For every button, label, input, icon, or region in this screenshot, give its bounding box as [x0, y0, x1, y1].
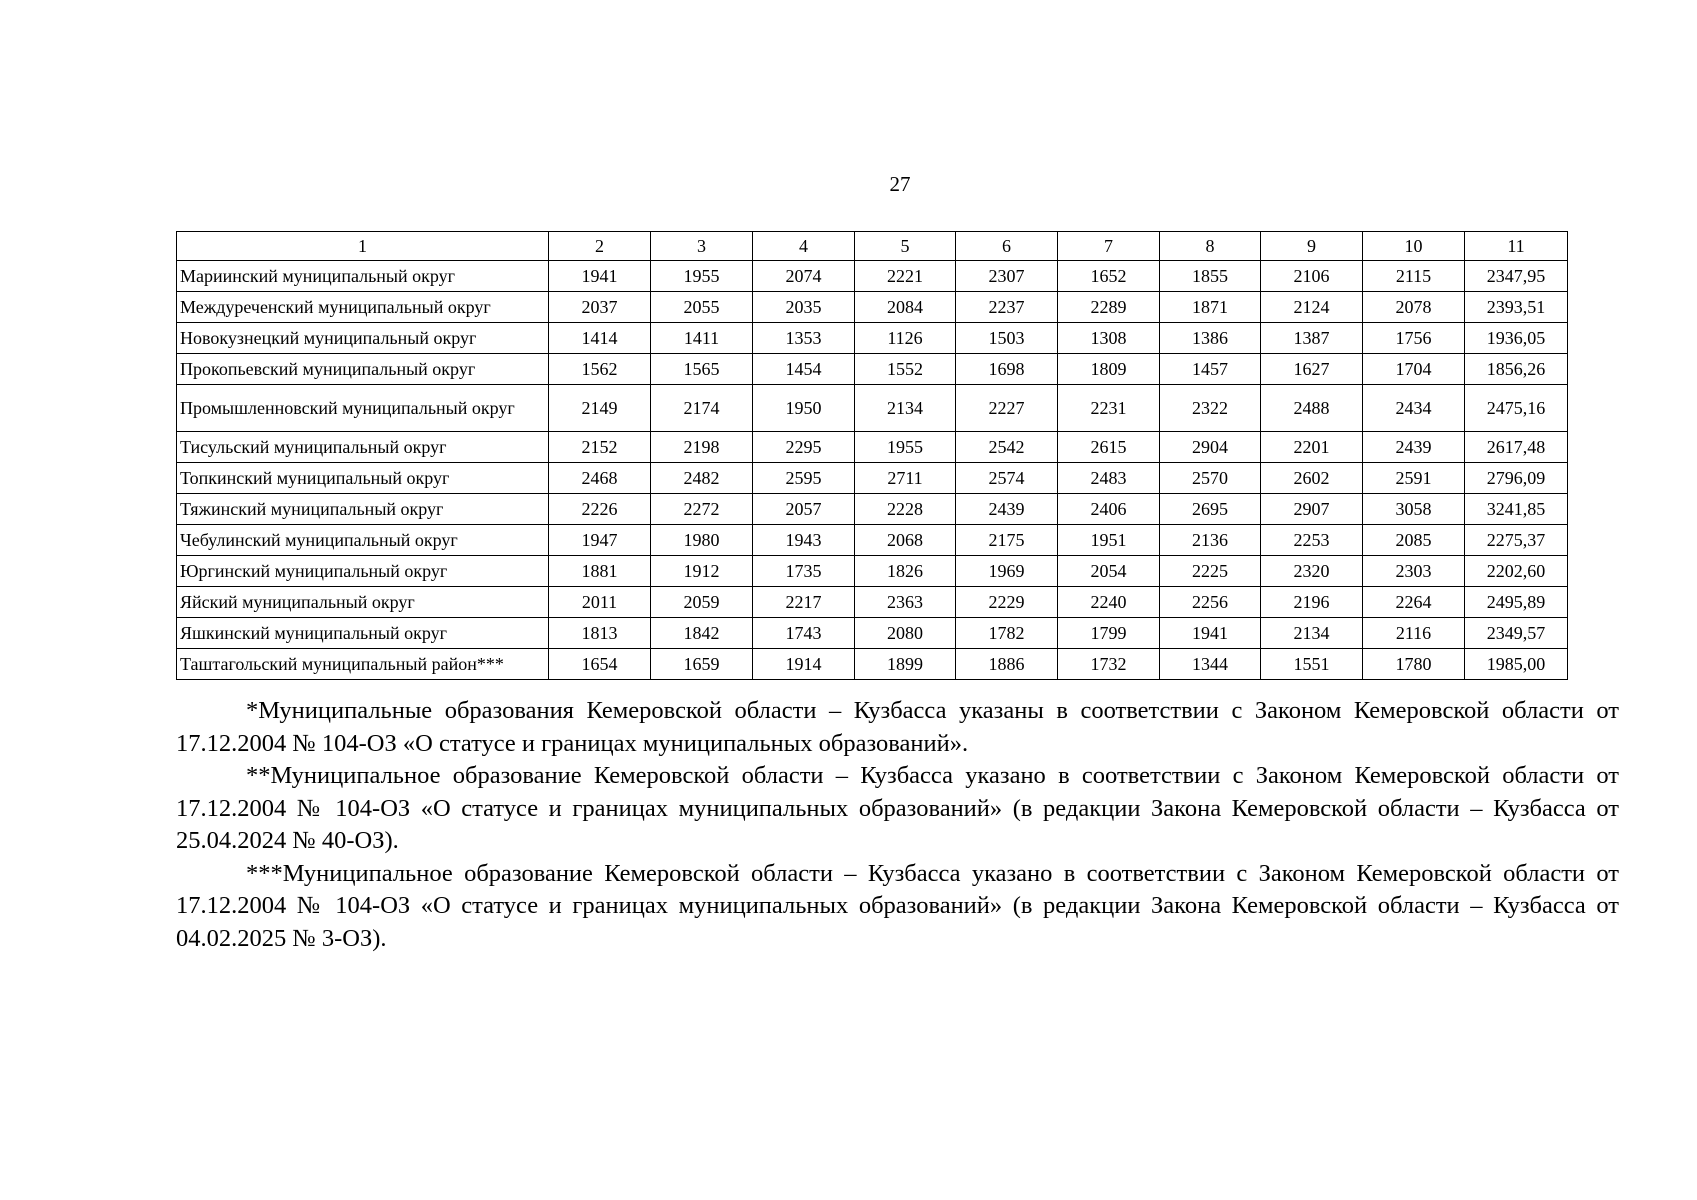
- value-cell: 2035: [753, 292, 855, 323]
- value-cell: 1799: [1058, 618, 1160, 649]
- header-cell: 2: [549, 232, 651, 261]
- table-row: [177, 463, 1568, 494]
- value-cell: 2542: [956, 432, 1058, 463]
- value-cell: 1562: [549, 354, 651, 385]
- footnote: ***Муниципальное образование Кемеровской области – Кузбасса указано в соответствии с Законом Кемеровской области от 17.12.2004 № 104-ОЗ «О статусе и границах муниципальных образований» (в редакции Закона Кемеровской области – Кузбасса от 04.02.2025 № 3-ОЗ).: [176, 859, 1619, 952]
- value-cell: 2602: [1261, 463, 1363, 494]
- table-row: [177, 587, 1568, 618]
- value-cell: 3058: [1363, 494, 1465, 525]
- value-cell: 2711: [855, 463, 956, 494]
- value-cell: 2085: [1363, 525, 1465, 556]
- value-cell: 1855: [1160, 261, 1261, 292]
- value-cell: 1627: [1261, 354, 1363, 385]
- value-cell: 1912: [651, 556, 753, 587]
- value-cell: 2363: [855, 587, 956, 618]
- header-cell: 1: [177, 232, 549, 261]
- value-cell: 2202,60: [1465, 556, 1568, 587]
- municipality-name-cell: Яшкинский муниципальный округ: [177, 618, 549, 649]
- value-cell: 2595: [753, 463, 855, 494]
- value-cell: 1809: [1058, 354, 1160, 385]
- header-cell: 8: [1160, 232, 1261, 261]
- value-cell: 2275,37: [1465, 525, 1568, 556]
- value-cell: 2057: [753, 494, 855, 525]
- table-row: [177, 292, 1568, 323]
- table-row: [177, 649, 1568, 680]
- table-row: [177, 354, 1568, 385]
- municipality-name-cell: Прокопьевский муниципальный округ: [177, 354, 549, 385]
- value-cell: 1899: [855, 649, 956, 680]
- value-cell: 2196: [1261, 587, 1363, 618]
- table-row: [177, 432, 1568, 463]
- value-cell: 2307: [956, 261, 1058, 292]
- value-cell: 2106: [1261, 261, 1363, 292]
- value-cell: 2078: [1363, 292, 1465, 323]
- header-cell: 9: [1261, 232, 1363, 261]
- value-cell: 1951: [1058, 525, 1160, 556]
- municipality-name-cell: Яйский муниципальный округ: [177, 587, 549, 618]
- value-cell: 1941: [549, 261, 651, 292]
- value-cell: 2289: [1058, 292, 1160, 323]
- value-cell: 1411: [651, 323, 753, 354]
- value-cell: 1386: [1160, 323, 1261, 354]
- table-row: [177, 385, 1568, 432]
- value-cell: 2074: [753, 261, 855, 292]
- table-row: [177, 618, 1568, 649]
- value-cell: 1659: [651, 649, 753, 680]
- value-cell: 2059: [651, 587, 753, 618]
- header-cell: 11: [1465, 232, 1568, 261]
- value-cell: 1735: [753, 556, 855, 587]
- value-cell: 1842: [651, 618, 753, 649]
- value-cell: 2468: [549, 463, 651, 494]
- value-cell: 2231: [1058, 385, 1160, 432]
- value-cell: 2322: [1160, 385, 1261, 432]
- value-cell: 2152: [549, 432, 651, 463]
- value-cell: 2303: [1363, 556, 1465, 587]
- value-cell: 1813: [549, 618, 651, 649]
- value-cell: 1551: [1261, 649, 1363, 680]
- value-cell: 2482: [651, 463, 753, 494]
- value-cell: 1914: [753, 649, 855, 680]
- value-cell: 2591: [1363, 463, 1465, 494]
- value-cell: 2347,95: [1465, 261, 1568, 292]
- value-cell: 2393,51: [1465, 292, 1568, 323]
- header-cell: 5: [855, 232, 956, 261]
- municipality-name-cell: Юргинский муниципальный округ: [177, 556, 549, 587]
- value-cell: 1552: [855, 354, 956, 385]
- footnote: **Муниципальное образование Кемеровской области – Кузбасса указано в соответствии с Законом Кемеровской области от 17.12.2004 № 104-ОЗ «О статусе и границах муниципальных образований» (в редакции Закона Кемеровской области – Кузбасса от 25.04.2024 № 40-ОЗ).: [176, 762, 1619, 854]
- value-cell: 1457: [1160, 354, 1261, 385]
- value-cell: 2796,09: [1465, 463, 1568, 494]
- value-cell: 2406: [1058, 494, 1160, 525]
- value-cell: 2228: [855, 494, 956, 525]
- value-cell: 1826: [855, 556, 956, 587]
- value-cell: 1126: [855, 323, 956, 354]
- value-cell: 1503: [956, 323, 1058, 354]
- value-cell: 2237: [956, 292, 1058, 323]
- municipality-name-cell: Новокузнецкий муниципальный округ: [177, 323, 549, 354]
- value-cell: 2217: [753, 587, 855, 618]
- value-cell: 2084: [855, 292, 956, 323]
- value-cell: 2055: [651, 292, 753, 323]
- municipality-name-cell: Промышленновский муниципальный округ: [177, 385, 549, 432]
- value-cell: 1950: [753, 385, 855, 432]
- municipality-name-cell: Тисульский муниципальный округ: [177, 432, 549, 463]
- value-cell: 2054: [1058, 556, 1160, 587]
- value-cell: 2295: [753, 432, 855, 463]
- value-cell: 2272: [651, 494, 753, 525]
- value-cell: 1654: [549, 649, 651, 680]
- footnote: *Муниципальные образования Кемеровской области – Кузбасса указаны в соответствии с Законом Кемеровской области от 17.12.2004 № 104-ОЗ «О статусе и границах муниципальных образований».: [176, 697, 1619, 757]
- value-cell: 1414: [549, 323, 651, 354]
- value-cell: 2227: [956, 385, 1058, 432]
- table-row: [177, 261, 1568, 292]
- value-cell: 2349,57: [1465, 618, 1568, 649]
- value-cell: 2174: [651, 385, 753, 432]
- value-cell: 2225: [1160, 556, 1261, 587]
- municipality-name-cell: Междуреченский муниципальный округ: [177, 292, 549, 323]
- value-cell: 1565: [651, 354, 753, 385]
- value-cell: 2475,16: [1465, 385, 1568, 432]
- value-cell: 1955: [855, 432, 956, 463]
- value-cell: 1969: [956, 556, 1058, 587]
- value-cell: 2134: [855, 385, 956, 432]
- value-cell: 2434: [1363, 385, 1465, 432]
- value-cell: 2488: [1261, 385, 1363, 432]
- value-cell: 2256: [1160, 587, 1261, 618]
- value-cell: 1454: [753, 354, 855, 385]
- value-cell: 2907: [1261, 494, 1363, 525]
- table-row: [177, 494, 1568, 525]
- footnotes: [176, 695, 1619, 955]
- value-cell: 2253: [1261, 525, 1363, 556]
- value-cell: 2483: [1058, 463, 1160, 494]
- value-cell: 2226: [549, 494, 651, 525]
- value-cell: 2080: [855, 618, 956, 649]
- value-cell: 2264: [1363, 587, 1465, 618]
- value-cell: 1985,00: [1465, 649, 1568, 680]
- value-cell: 2115: [1363, 261, 1465, 292]
- value-cell: 1943: [753, 525, 855, 556]
- value-cell: 2439: [956, 494, 1058, 525]
- header-cell: 7: [1058, 232, 1160, 261]
- value-cell: 1782: [956, 618, 1058, 649]
- value-cell: 1353: [753, 323, 855, 354]
- value-cell: 1980: [651, 525, 753, 556]
- value-cell: 2175: [956, 525, 1058, 556]
- value-cell: 2124: [1261, 292, 1363, 323]
- table-row: [177, 323, 1568, 354]
- value-cell: 1856,26: [1465, 354, 1568, 385]
- value-cell: 1941: [1160, 618, 1261, 649]
- value-cell: 1743: [753, 618, 855, 649]
- value-cell: 2037: [549, 292, 651, 323]
- value-cell: 1947: [549, 525, 651, 556]
- municipality-name-cell: Таштагольский муниципальный район***: [177, 649, 549, 680]
- value-cell: 1652: [1058, 261, 1160, 292]
- value-cell: 2240: [1058, 587, 1160, 618]
- municipality-name-cell: Тяжинский муниципальный округ: [177, 494, 549, 525]
- value-cell: 1704: [1363, 354, 1465, 385]
- table-row: [177, 525, 1568, 556]
- value-cell: 2201: [1261, 432, 1363, 463]
- value-cell: 1886: [956, 649, 1058, 680]
- value-cell: 1756: [1363, 323, 1465, 354]
- value-cell: 1344: [1160, 649, 1261, 680]
- value-cell: 1881: [549, 556, 651, 587]
- value-cell: 1732: [1058, 649, 1160, 680]
- value-cell: 1955: [651, 261, 753, 292]
- page-number: 27: [889, 172, 911, 196]
- municipality-name-cell: Чебулинский муниципальный округ: [177, 525, 549, 556]
- value-cell: 1308: [1058, 323, 1160, 354]
- value-cell: 2068: [855, 525, 956, 556]
- value-cell: 2695: [1160, 494, 1261, 525]
- value-cell: 2439: [1363, 432, 1465, 463]
- value-cell: 2495,89: [1465, 587, 1568, 618]
- value-cell: 2116: [1363, 618, 1465, 649]
- value-cell: 2221: [855, 261, 956, 292]
- value-cell: 2570: [1160, 463, 1261, 494]
- value-cell: 2617,48: [1465, 432, 1568, 463]
- value-cell: 2320: [1261, 556, 1363, 587]
- value-cell: 2198: [651, 432, 753, 463]
- value-cell: 1780: [1363, 649, 1465, 680]
- value-cell: 2134: [1261, 618, 1363, 649]
- value-cell: 1387: [1261, 323, 1363, 354]
- table-header-row: [177, 232, 1568, 261]
- value-cell: 2574: [956, 463, 1058, 494]
- header-cell: 3: [651, 232, 753, 261]
- value-cell: 2229: [956, 587, 1058, 618]
- header-cell: 4: [753, 232, 855, 261]
- value-cell: 2615: [1058, 432, 1160, 463]
- value-cell: 1871: [1160, 292, 1261, 323]
- value-cell: 2904: [1160, 432, 1261, 463]
- municipality-name-cell: Топкинский муниципальный округ: [177, 463, 549, 494]
- data-table: [176, 231, 1568, 680]
- header-cell: 6: [956, 232, 1058, 261]
- header-cell: 10: [1363, 232, 1465, 261]
- value-cell: 1698: [956, 354, 1058, 385]
- value-cell: 2011: [549, 587, 651, 618]
- table-row: [177, 556, 1568, 587]
- municipality-name-cell: Мариинский муниципальный округ: [177, 261, 549, 292]
- value-cell: 3241,85: [1465, 494, 1568, 525]
- table-body: [177, 232, 1568, 680]
- value-cell: 1936,05: [1465, 323, 1568, 354]
- value-cell: 2149: [549, 385, 651, 432]
- value-cell: 2136: [1160, 525, 1261, 556]
